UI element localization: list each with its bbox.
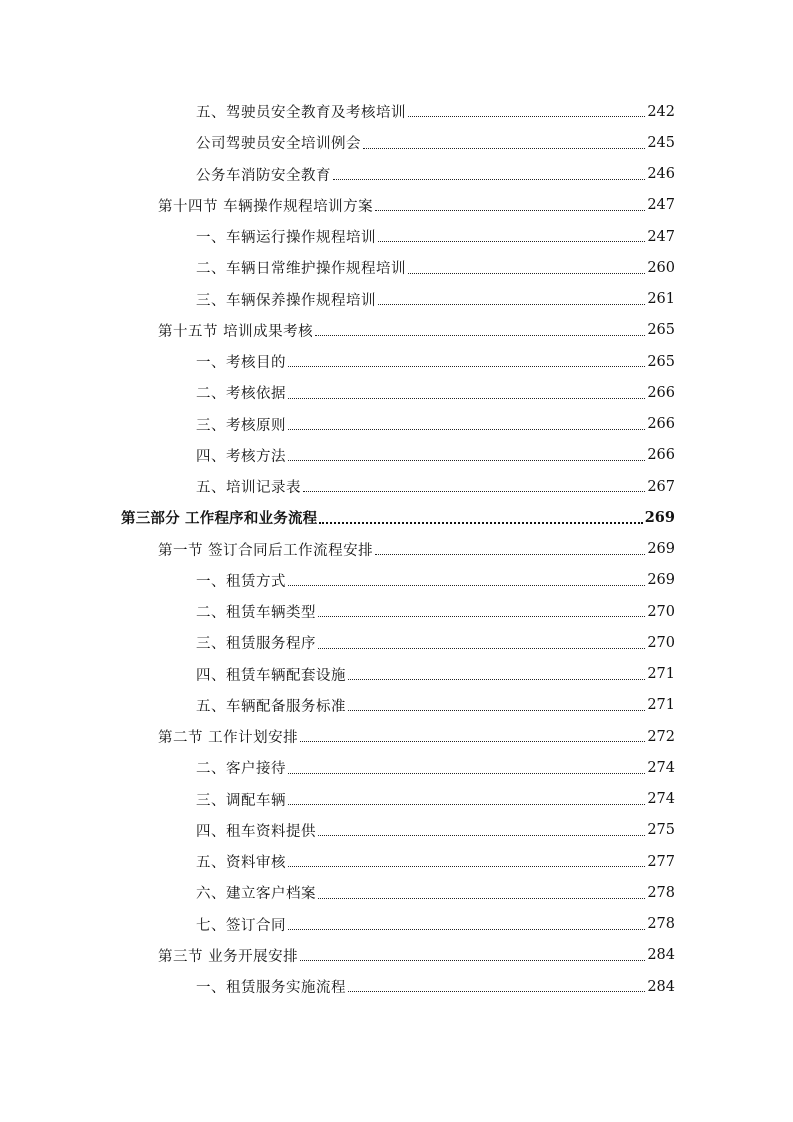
- toc-subsection-entry[interactable]: [0, 752, 793, 783]
- dot-leader: [375, 553, 645, 555]
- toc-entry-page-number: 247: [647, 228, 675, 245]
- dot-leader: [318, 647, 645, 649]
- toc-entry-title: 五、车辆配备服务标准: [196, 698, 346, 715]
- dot-leader: [303, 490, 645, 492]
- toc-entry-page-number: 266: [647, 447, 675, 464]
- toc-subsection-entry[interactable]: [0, 221, 793, 252]
- dot-leader: [319, 521, 642, 524]
- toc-section-entry[interactable]: [0, 315, 793, 346]
- toc-section-entry[interactable]: [0, 534, 793, 565]
- dot-leader: [318, 615, 645, 617]
- toc-entry-title: 四、租赁车辆配套设施: [196, 667, 346, 684]
- toc-subsection-entry[interactable]: [0, 909, 793, 940]
- dot-leader: [363, 147, 645, 149]
- toc-section-entry[interactable]: [0, 940, 793, 971]
- dot-leader: [318, 834, 645, 836]
- toc-subsection-entry[interactable]: [0, 284, 793, 315]
- dot-leader: [375, 209, 645, 211]
- toc-entry-title: 六、建立客户档案: [196, 886, 316, 903]
- toc-entry-page-number: 269: [644, 509, 675, 527]
- toc-entry-title: 一、租赁方式: [196, 573, 286, 590]
- toc-entry-page-number: 278: [647, 916, 675, 933]
- toc-entry-title: 三、租赁服务程序: [196, 636, 316, 653]
- toc-subsection-entry[interactable]: [0, 846, 793, 877]
- toc-entry-page-number: 266: [647, 416, 675, 433]
- toc-entry-page-number: 270: [647, 634, 675, 651]
- toc-subsection-entry[interactable]: [0, 346, 793, 377]
- dot-leader: [288, 584, 645, 586]
- toc-entry-page-number: 271: [647, 666, 675, 683]
- toc-entry-page-number: 278: [647, 884, 675, 901]
- dot-leader: [288, 428, 645, 430]
- toc-entry-page-number: 247: [647, 197, 675, 214]
- toc-entry-page-number: 284: [647, 978, 675, 995]
- toc-subsection-entry[interactable]: [0, 127, 793, 158]
- dot-leader: [288, 865, 645, 867]
- toc-entry-page-number: 260: [647, 259, 675, 276]
- toc-subsection-entry[interactable]: [0, 690, 793, 721]
- dot-leader: [288, 803, 645, 805]
- dot-leader: [315, 334, 645, 336]
- toc-subsection-entry[interactable]: [0, 377, 793, 408]
- toc-entry-title: 二、车辆日常维护操作规程培训: [196, 261, 406, 278]
- dot-leader: [408, 115, 645, 117]
- toc-entry-page-number: 267: [647, 478, 675, 495]
- toc-entry-page-number: 274: [647, 791, 675, 808]
- toc-subsection-entry[interactable]: [0, 877, 793, 908]
- toc-entry-title: 五、培训记录表: [196, 480, 301, 497]
- toc-entry-title: 第十五节 培训成果考核: [158, 323, 314, 340]
- toc-entry-title: 第三部分 工作程序和业务流程: [121, 510, 318, 528]
- toc-entry-title: 二、客户接待: [196, 761, 286, 778]
- toc-entry-title: 第三节 业务开展安排: [158, 948, 299, 965]
- toc-entry-title: 七、签订合同: [196, 917, 286, 934]
- toc-section-entry[interactable]: [0, 721, 793, 752]
- toc-subsection-entry[interactable]: [0, 784, 793, 815]
- toc-entry-title: 三、考核原则: [196, 417, 286, 434]
- toc-subsection-entry[interactable]: [0, 96, 793, 127]
- toc-entry-title: 一、考核目的: [196, 355, 286, 372]
- dot-leader: [300, 740, 645, 742]
- toc-entry-page-number: 270: [647, 603, 675, 620]
- toc-entry-page-number: 275: [647, 822, 675, 839]
- toc-entry-title: 三、调配车辆: [196, 792, 286, 809]
- toc-entry-title: 公司驾驶员安全培训例会: [196, 136, 361, 153]
- toc-entry-page-number: 266: [647, 384, 675, 401]
- toc-entry-page-number: 261: [647, 291, 675, 308]
- toc-entry-title: 五、驾驶员安全教育及考核培训: [196, 105, 406, 122]
- toc-section-entry[interactable]: [0, 190, 793, 221]
- toc-subsection-entry[interactable]: [0, 471, 793, 502]
- toc-entry-title: 一、车辆运行操作规程培训: [196, 230, 376, 247]
- toc-entry-title: 公务车消防安全教育: [196, 167, 331, 184]
- toc-subsection-entry[interactable]: [0, 596, 793, 627]
- toc-subsection-entry[interactable]: [0, 252, 793, 283]
- dot-leader: [348, 990, 645, 992]
- table-of-contents: [0, 96, 793, 1002]
- toc-entry-title: 第十四节 车辆操作规程培训方案: [158, 198, 374, 215]
- toc-entry-title: 四、租车资料提供: [196, 823, 316, 840]
- toc-entry-page-number: 269: [647, 572, 675, 589]
- toc-subsection-entry[interactable]: [0, 971, 793, 1002]
- toc-subsection-entry[interactable]: [0, 159, 793, 190]
- toc-subsection-entry[interactable]: [0, 627, 793, 658]
- dot-leader: [333, 178, 645, 180]
- dot-leader: [348, 678, 645, 680]
- dot-leader: [288, 772, 645, 774]
- toc-entry-page-number: 242: [647, 103, 675, 120]
- toc-entry-page-number: 245: [647, 134, 675, 151]
- toc-subsection-entry[interactable]: [0, 659, 793, 690]
- dot-leader: [348, 709, 645, 711]
- dot-leader: [378, 240, 645, 242]
- toc-entry-title: 一、租赁服务实施流程: [196, 980, 346, 997]
- toc-entry-page-number: 274: [647, 759, 675, 776]
- toc-entry-page-number: 265: [647, 322, 675, 339]
- dot-leader: [318, 897, 645, 899]
- toc-entry-page-number: 265: [647, 353, 675, 370]
- toc-entry-page-number: 271: [647, 697, 675, 714]
- toc-entry-page-number: 277: [647, 853, 675, 870]
- toc-subsection-entry[interactable]: [0, 440, 793, 471]
- toc-entry-title: 四、考核方法: [196, 448, 286, 465]
- dot-leader: [408, 272, 645, 274]
- dot-leader: [378, 303, 645, 305]
- toc-entry-page-number: 284: [647, 947, 675, 964]
- toc-entry-page-number: 269: [647, 541, 675, 558]
- toc-entry-title: 第二节 工作计划安排: [158, 730, 299, 747]
- toc-entry-title: 二、租赁车辆类型: [196, 605, 316, 622]
- dot-leader: [288, 365, 645, 367]
- toc-part-entry[interactable]: [0, 502, 793, 533]
- toc-entry-page-number: 272: [647, 728, 675, 745]
- toc-subsection-entry[interactable]: [0, 565, 793, 596]
- dot-leader: [288, 928, 645, 930]
- toc-subsection-entry[interactable]: [0, 815, 793, 846]
- toc-entry-title: 第一节 签订合同后工作流程安排: [158, 542, 374, 559]
- toc-entry-title: 三、车辆保养操作规程培训: [196, 292, 376, 309]
- dot-leader: [288, 397, 645, 399]
- toc-entry-title: 五、资料审核: [196, 855, 286, 872]
- dot-leader: [300, 959, 645, 961]
- toc-subsection-entry[interactable]: [0, 409, 793, 440]
- dot-leader: [288, 459, 645, 461]
- toc-entry-title: 二、考核依据: [196, 386, 286, 403]
- toc-entry-page-number: 246: [647, 166, 675, 183]
